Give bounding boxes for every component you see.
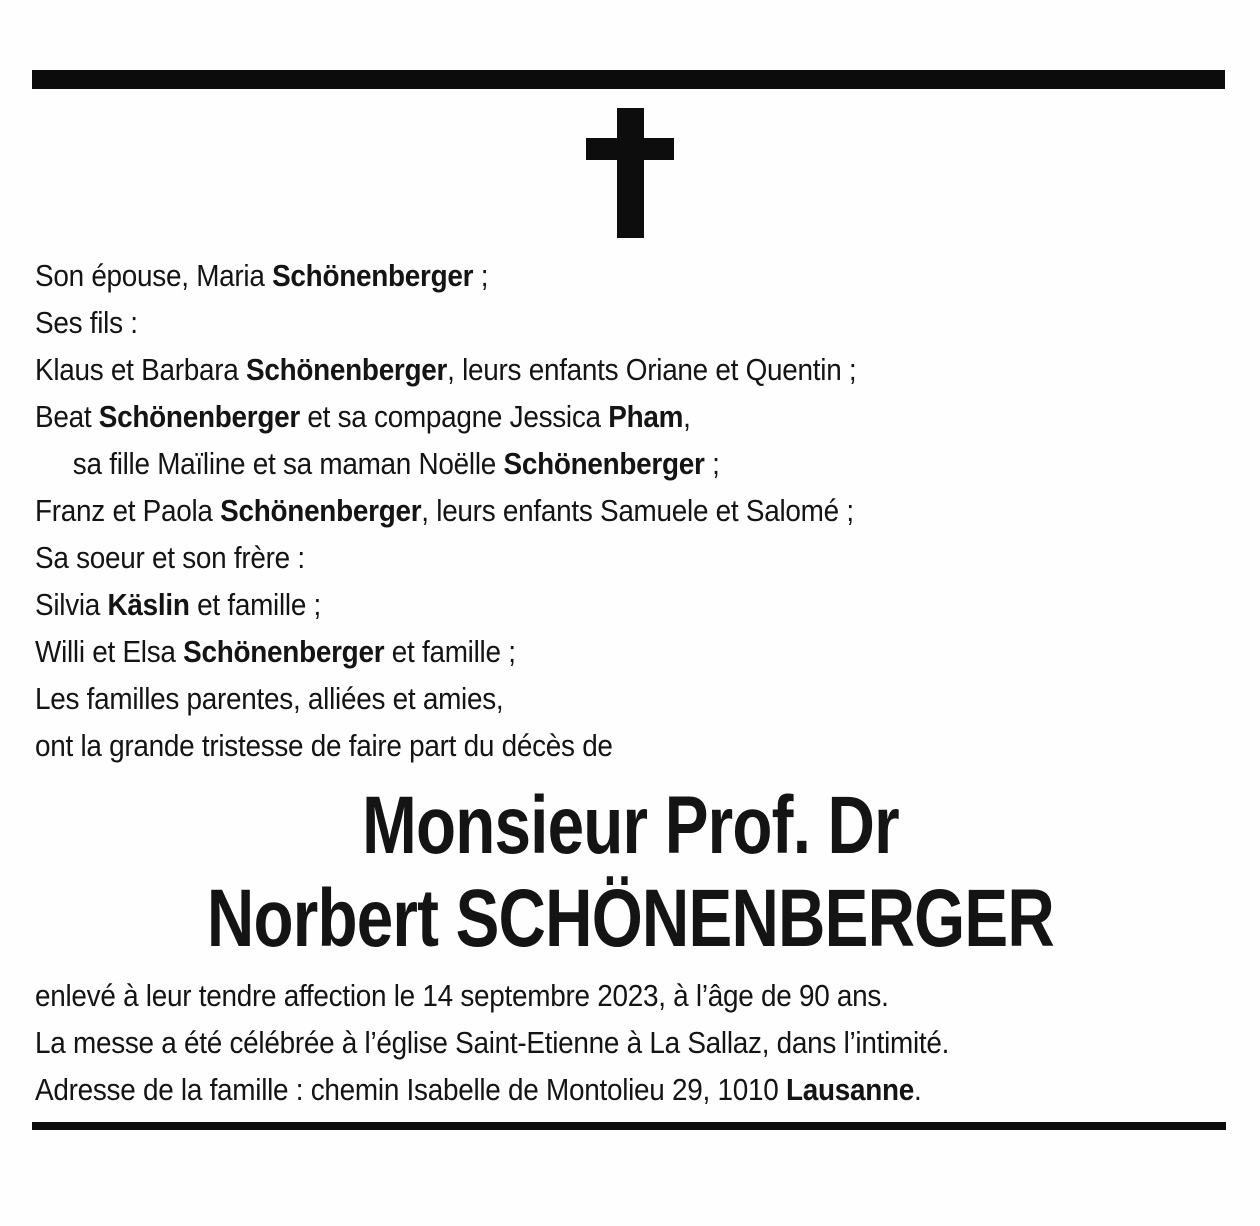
text-run: et famille ; — [189, 587, 322, 622]
family-line — [35, 299, 856, 346]
text-run: ont la grande tristesse de faire part du décès de — [35, 728, 613, 763]
text-run: ; — [704, 446, 720, 481]
family-line — [35, 581, 856, 628]
text-run: et famille ; — [384, 634, 516, 669]
family-name: Pham — [608, 399, 684, 434]
family-name: Schönenberger — [220, 493, 422, 528]
family-name: Schönenberger — [183, 634, 385, 669]
closing-paragraph — [35, 972, 949, 1113]
text-run: Silvia — [35, 587, 108, 622]
deceased-name-title — [0, 779, 1260, 965]
family-line — [35, 628, 856, 675]
family-line — [35, 722, 856, 769]
family-name: Schönenberger — [98, 399, 300, 434]
cross-vertical-beam — [617, 108, 644, 238]
family-line — [35, 440, 856, 487]
closing-line — [35, 972, 949, 1019]
text-run: , leurs enfants Oriane et Quentin ; — [447, 352, 857, 387]
text-run: et sa compagne Jessica — [299, 399, 609, 434]
family-name: Schönenberger — [272, 258, 474, 293]
top-rule — [32, 70, 1225, 89]
family-list — [35, 252, 856, 769]
text-run: . — [914, 1072, 922, 1107]
family-name: Käslin — [107, 587, 190, 622]
bottom-rule — [32, 1122, 1226, 1130]
family-name: Schönenberger — [245, 352, 448, 387]
family-line — [35, 534, 856, 581]
closing-line — [35, 1066, 949, 1113]
text-run: enlevé à leur tendre affection le 14 septembre 2023, à l’âge de 90 ans. — [35, 978, 889, 1013]
family-line — [35, 393, 856, 440]
text-run: Franz et Paola — [35, 493, 221, 528]
text-run: Klaus et Barbara — [35, 352, 246, 387]
text-run: Ses fils : — [35, 305, 138, 340]
text-run: , — [683, 399, 691, 434]
text-run: Sa soeur et son frère : — [35, 540, 305, 575]
text-run: Adresse de la famille : chemin Isabelle de Montolieu 29, 1010 — [35, 1072, 786, 1107]
text-run: sa fille Maïline et sa maman Noëlle — [72, 446, 504, 481]
text-run: Willi et Elsa — [35, 634, 184, 669]
text-run: La messe a été célébrée à l’église Saint-Etienne à La Sallaz, dans l’intimité. — [35, 1025, 950, 1060]
text-run: Beat — [35, 399, 99, 434]
title-line-2 — [0, 872, 1260, 965]
text-run: Son épouse, Maria — [35, 258, 273, 293]
title-text: Monsieur Prof. Dr — [361, 780, 899, 871]
text-run: , leurs enfants Samuele et Salomé ; — [421, 493, 854, 528]
family-line — [35, 487, 856, 534]
city-name: Lausanne — [785, 1072, 915, 1107]
family-line — [35, 346, 856, 393]
text-run: ; — [473, 258, 489, 293]
title-text: Norbert SCHÖNENBERGER — [206, 873, 1054, 964]
family-line — [35, 675, 856, 722]
family-name: Schönenberger — [503, 446, 705, 481]
family-line — [35, 252, 856, 299]
title-line-1 — [0, 779, 1260, 872]
text-run: Les familles parentes, alliées et amies, — [35, 681, 504, 716]
closing-line — [35, 1019, 949, 1066]
cross-horizontal-beam — [586, 138, 674, 160]
